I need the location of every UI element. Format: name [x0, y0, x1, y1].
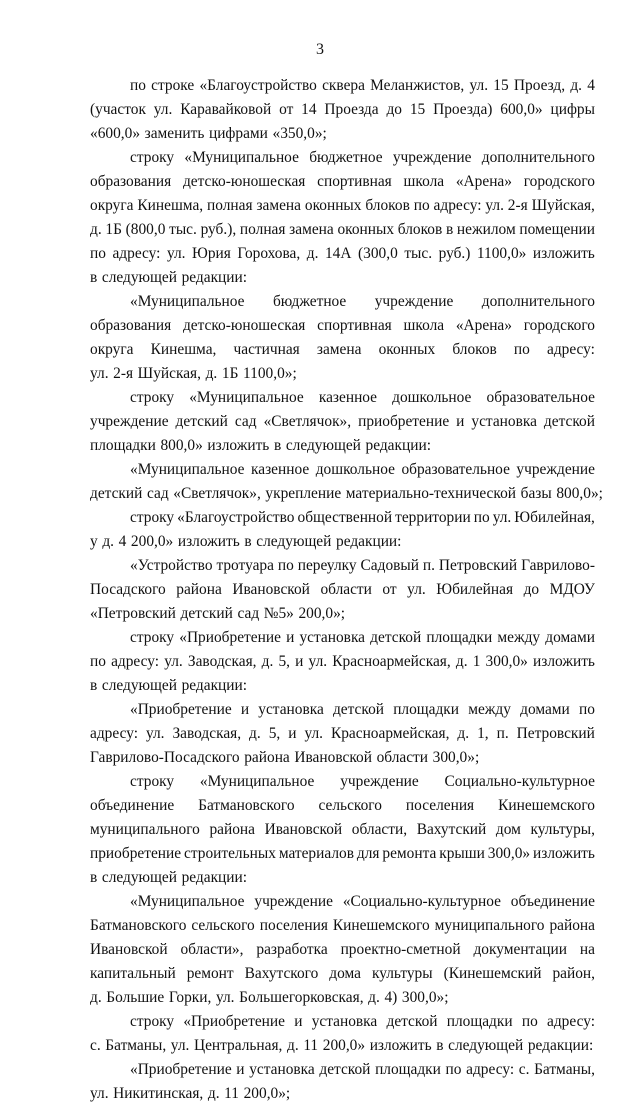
- text-line: адресу: ул. Заводская, д. 5, и ул. Красноармейская, д. 1, п. Петровский: [90, 725, 595, 742]
- text-line: детский сад «Светлячок», укрепление материально-технической базы 800,0»;: [90, 485, 603, 502]
- text-line: «Муниципальное бюджетное учреждение дополнительного: [130, 293, 595, 310]
- text-line: площадки 800,0» изложить в следующей редакции:: [90, 437, 431, 454]
- text-line: округа Кинешма, частичная замена оконных блоков по адресу:: [90, 341, 595, 358]
- text-line: муниципального района Ивановской области, Вахутский дом культуры,: [90, 821, 595, 838]
- text-line: «Петровский детский сад №5» 200,0»;: [90, 605, 346, 622]
- text-line: ул. Никитинская, д. 11 200,0»;: [90, 1085, 291, 1102]
- text-line: Батмановского сельского поселения Кинешемского муниципального района: [90, 917, 595, 934]
- page-number: 3: [316, 41, 324, 58]
- text-line: Гаврилово-Посадского района Ивановской области 300,0»;: [90, 749, 480, 766]
- text-line: «Муниципальное казенное дошкольное образовательное учреждение: [130, 461, 595, 478]
- text-line: образования детско-юношеская спортивная школа «Арена» городского: [90, 317, 595, 334]
- text-line: приобретение строительных материалов для ремонта крыши 300,0» изложить: [90, 845, 595, 862]
- text-line: капитальный ремонт Вахутского дома культуры (Кинешемский район,: [90, 965, 595, 982]
- text-line: строку «Приобретение и установка детской площадки между домами: [130, 629, 595, 646]
- text-line: Ивановской области», разработка проектно-сметной документации на: [90, 941, 595, 958]
- document-body: [90, 74, 603, 1106]
- text-line: «Устройство тротуара по переулку Садовый п. Петровский Гаврилово-: [130, 557, 595, 574]
- text-line: «Приобретение и установка детской площадки по адресу: с. Батманы,: [130, 1061, 595, 1078]
- text-line: в следующей редакции:: [90, 869, 248, 886]
- text-line: строку «Муниципальное бюджетное учреждение дополнительного: [130, 149, 595, 166]
- text-line: д. 1Б (800,0 тыс. руб.), полная замена оконных блоков в нежилом помещении: [90, 221, 595, 238]
- text-line: «600,0» заменить цифрами «350,0»;: [90, 125, 327, 142]
- text-line: «Муниципальное учреждение «Социально-культурное объединение: [130, 893, 595, 910]
- text-line: по адресу: ул. Юрия Горохова, д. 14А (300,0 тыс. руб.) 1100,0» изложить: [90, 245, 595, 262]
- text-line: учреждение детский сад «Светлячок», приобретение и установка детской: [90, 413, 595, 430]
- text-line: Посадского района Ивановской области от ул. Юбилейная до МДОУ: [90, 581, 595, 598]
- text-line: д. Большие Горки, ул. Большегорковская, д. 4) 300,0»;: [90, 989, 449, 1006]
- text-line: строку «Приобретение и установка детской площадки по адресу:: [130, 1013, 595, 1030]
- text-line: строку «Муниципальное казенное дошкольное образовательное: [130, 389, 595, 406]
- text-line: объединение Батмановского сельского поселения Кинешемского: [90, 797, 595, 814]
- text-line: образования детско-юношеская спортивная школа «Арена» городского: [90, 173, 595, 190]
- text-line: ул. 2-я Шуйская, д. 1Б 1100,0»;: [90, 365, 297, 382]
- text-line: в следующей редакции:: [90, 269, 248, 286]
- text-line: «Приобретение и установка детской площадки между домами по: [130, 701, 595, 718]
- text-line: (участок ул. Каравайковой от 14 Проезда до 15 Проезда) 600,0» цифры: [90, 101, 595, 118]
- text-line: строку «Благоустройство общественной территории по ул. Юбилейная,: [130, 509, 595, 526]
- text-line: по адресу: ул. Заводская, д. 5, и ул. Красноармейская, д. 1 300,0» изложить: [90, 653, 595, 670]
- text-line: у д. 4 200,0» изложить в следующей редакции:: [90, 533, 402, 550]
- text-line: по строке «Благоустройство сквера Меланжистов, ул. 15 Проезд, д. 4: [130, 77, 595, 94]
- text-line: в следующей редакции:: [90, 677, 248, 694]
- text-line: округа Кинешма, полная замена оконных блоков по адресу: ул. 2-я Шуйская,: [90, 197, 595, 214]
- text-line: с. Батманы, ул. Центральная, д. 11 200,0» изложить в следующей редакции:: [90, 1037, 594, 1054]
- text-line: строку «Муниципальное учреждение Социально-культурное: [130, 773, 595, 790]
